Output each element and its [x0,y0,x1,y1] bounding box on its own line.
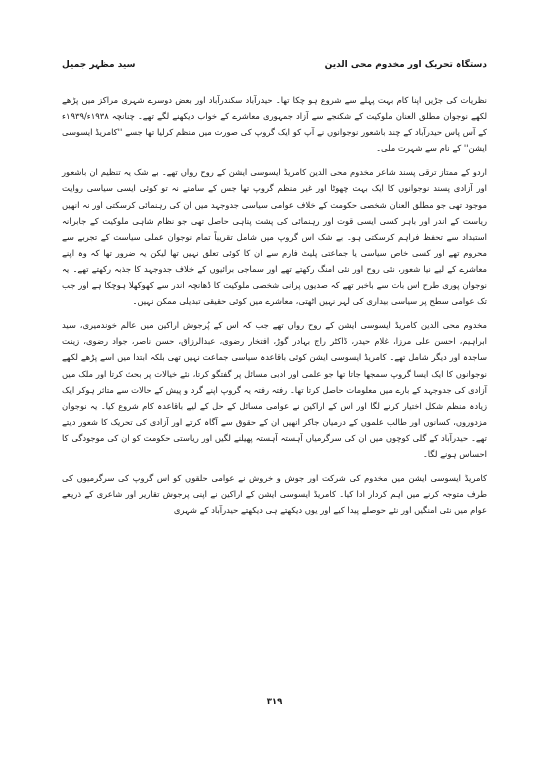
paragraph: مخدوم محی الدین کامریڈ ایسوسی ایشن کے روح رواں تھے جب کہ اس کے پُرجوش اراکین میں عالم خوندمیری، سید ابراہیم، احسن علی مرزا، غلام حیدر، ڈاکٹر راج بہادر گوڑ، افتخار رضوی، عبدالرزاق، حسن ناصر، جواد رضوی، زینت ساجدہ اور دیگر شامل تھے۔ کامریڈ ایسوسی ایشن کوئی باقاعدہ سیاسی جماعت نہیں تھی بلکہ ابتدا میں اسے پڑھے لکھے نوجوانوں کا ایک ایسا گروپ سمجھا جاتا تھا جو علمی اور ادبی مسائل پر گفتگو کرتا، نئے خیالات پر بحث کرتا اور ملک میں آزادی کی جدوجہد کے بارے میں معلومات حاصل کرتا تھا۔ رفتہ رفتہ یہ گروپ اپنے گرد و پیش کے حالات سے متاثر ہوکر ایک زیادہ منظم شکل اختیار کرنے لگا اور اس کے اراکین نے عوامی مسائل کے حل کے لیے باقاعدہ کام شروع کیا۔ یہ نوجوان مزدوروں، کسانوں اور طالب علموں کے درمیان جاکر انھیں ان کے حقوق سے آگاہ کرتے اور آزادی کی تحریک کا شعور دیتے تھے۔ حیدرآباد کے گلی کوچوں میں ان کی سرگرمیاں آہستہ آہستہ پھیلنے لگیں اور ریاستی حکومت کو ان کی موجودگی کا احساس ہونے لگا۔ [62,320,487,459]
paragraph: اردو کے ممتاز ترقی پسند شاعر مخدوم محی الدین کامریڈ ایسوسی ایشن کے روح رواں تھے۔ بے شک یہ تنظیم ان باشعور اور آزادی پسند نوجوانوں کا ایک بہت چھوٹا اور غیر منظم گروپ تھا جس کے سامنے نہ تو کوئی ایسی سیاسی روایت موجود تھی جو مطلق العنان شخصی حکومت کے خلاف عوامی سیاسی جدوجہد میں ان کی رہنمائی کرسکتی اور نہ انھیں ریاست کے اندر اور باہر کسی ایسی قوت اور رہنمائی کی پشت پناہی حاصل تھی جو نظام شاہی ملوکیت کے جابرانہ استبداد سے تحفظ فراہم کرسکتی ہو۔ بے شک اس گروپ میں شامل تقریباً تمام نوجوان عملی سیاست کے تجربے سے محروم تھے اور کسی خاص سیاسی یا جماعتی پلیٹ فارم سے ان کا کوئی تعلق نہیں تھا لیکن یہ ضرور تھا کہ وہ اپنے معاشرے کے لیے نیا شعور، نئی روح اور نئی امنگ رکھتے تھے اور سماجی برائیوں کے خلاف جدوجہد کا جذبہ رکھتے تھے۔ یہ نوجوان پوری طرح اس بات سے باخبر تھے کہ صدیوں پرانی شخصی ملوکیت کا ڈھانچہ اندر سے کھوکھلا ہوچکا ہے اور جب تک عوامی سطح پر سیاسی بیداری کی لہر نہیں اٹھتی، معاشرے میں کوئی حقیقی تبدیلی ممکن نہیں۔ [62,167,487,307]
running-title: دستگاہ تحریک اور مخدوم محی الدین [324,60,487,70]
running-author: سید مظہر جمیل [62,60,136,70]
page-number: ۳۱۹ [266,697,283,707]
paragraph: نظریات کی جڑیں اپنا کام بہت پہلے سے شروع ہو چکا تھا۔ حیدرآباد سکندرآباد اور بعض دوسرے شہری مراکز میں پڑھے لکھے نوجوان مطلق العنان ملوکیت کے شکنجے سے آزاد جمہوری معاشرے کے خواب دیکھنے لگے تھے۔ چنانچہ ۱۹۳۸ء/۱۹۳۹ء کے آس پاس حیدرآباد کے چند باشعور نوجوانوں نے آپ کو ایک گروپ کی صورت میں منظم کرلیا تھا جسے ''کامریڈ ایسوسی ایشن'' کے نام سے شہرت ملی۔ [62,95,487,154]
paragraph: کامریڈ ایسوسی ایشن میں مخدوم کی شرکت اور جوش و خروش نے عوامی حلقوں کو اس گروپ کی سرگرمیوں کی طرف متوجہ کرنے میں اہم کردار ادا کیا۔ کامریڈ ایسوسی ایشن کے اراکین نے اپنی پرجوش تقاریر اور شاعری کے ذریعے عوام میں نئی امنگیں اور نئے حوصلے پیدا کیے اور یوں دیکھتے ہی دیکھتے حیدرآباد کے شہری [62,473,487,516]
page-header [62,60,487,76]
body-text [62,92,487,526]
